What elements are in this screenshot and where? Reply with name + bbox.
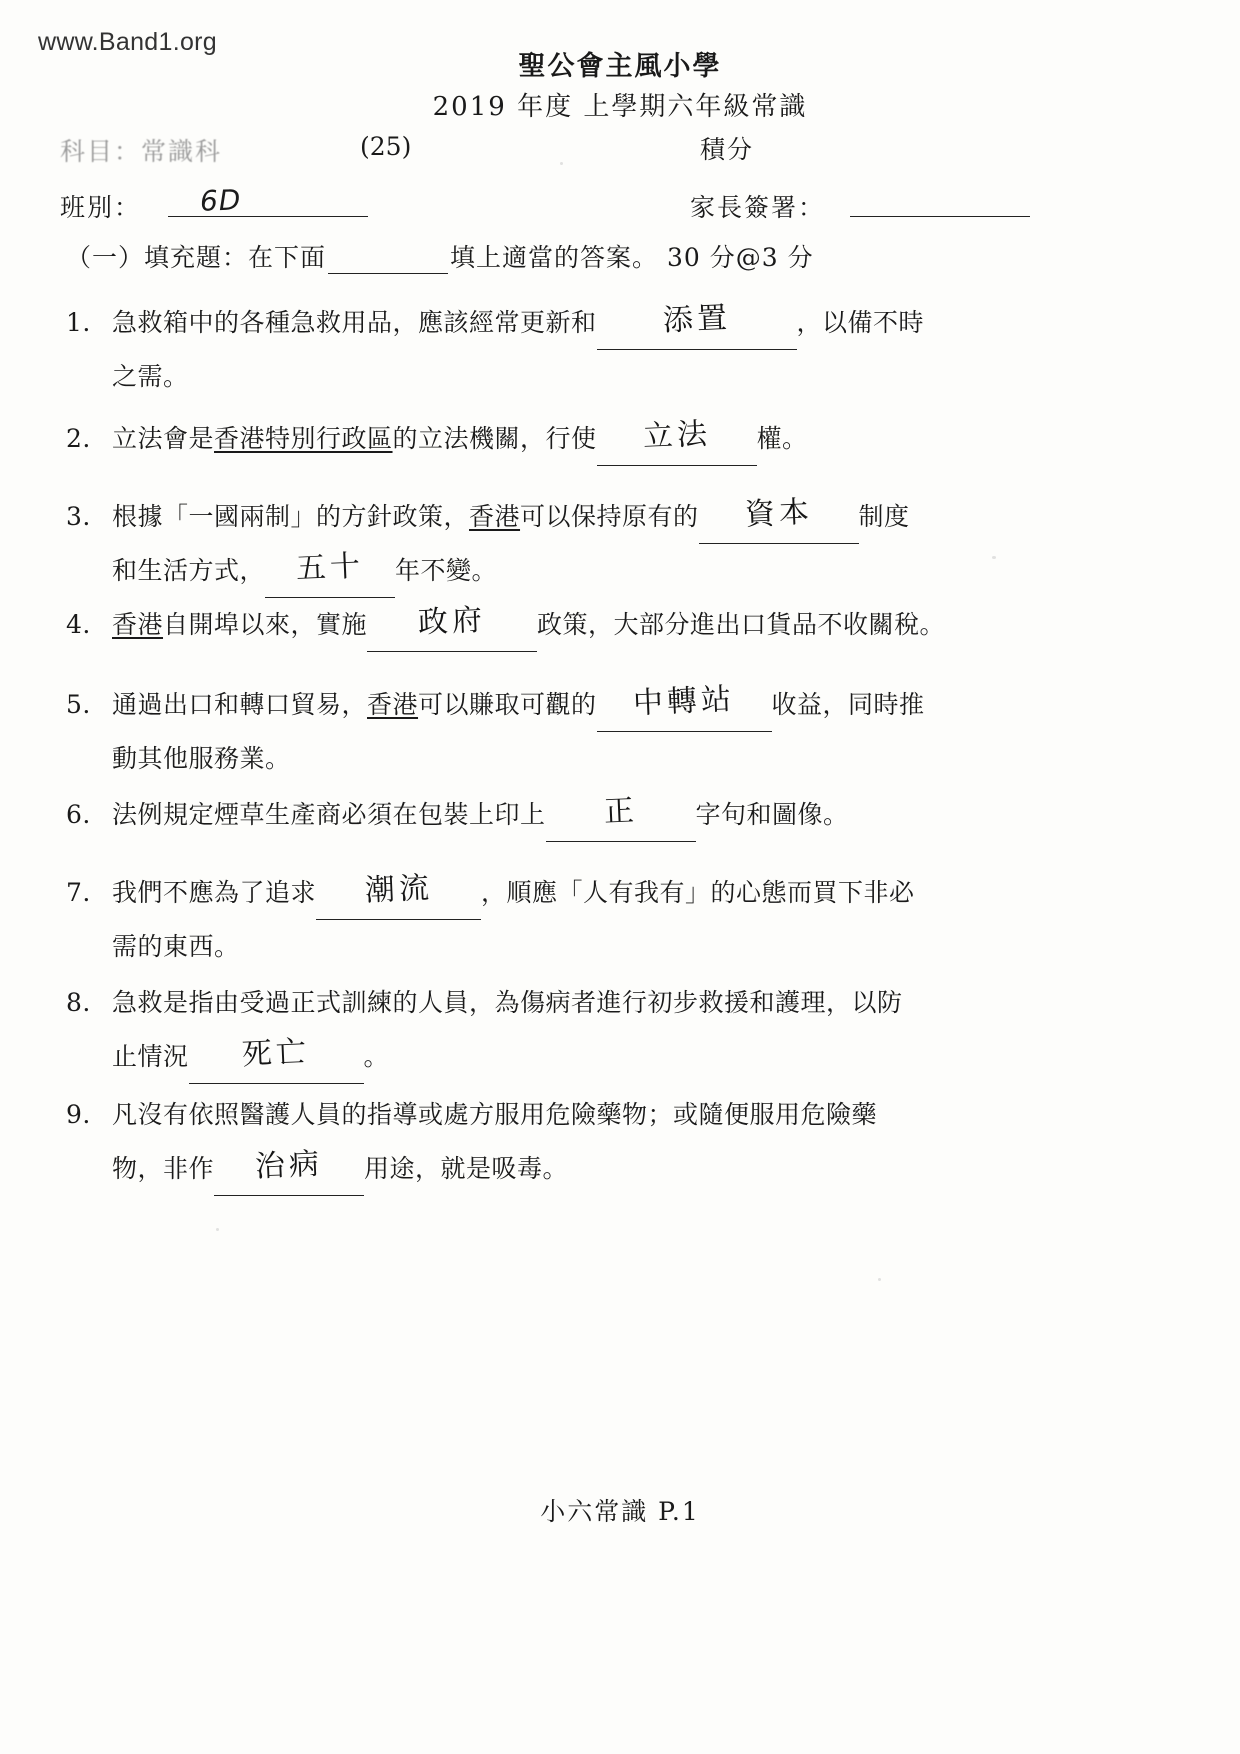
question-5-text-post: 收益，同時推 xyxy=(771,690,925,719)
question-5-line2: 動其他服務業。 xyxy=(112,744,291,773)
question-6-body xyxy=(112,793,849,830)
question-3-blank-1[interactable] xyxy=(699,494,859,544)
site-watermark: www.Band1.org xyxy=(38,28,217,56)
question-2-text-post: 權。 xyxy=(756,424,808,453)
question-8-number: 8. xyxy=(66,988,91,1017)
question-9-line2 xyxy=(112,1142,1176,1196)
question-5-number: 5. xyxy=(66,690,91,719)
question-1-blank[interactable] xyxy=(597,300,797,350)
page-footer: 小六常識 P.1 xyxy=(540,1497,700,1526)
question-7 xyxy=(66,866,1176,974)
question-7-blank[interactable] xyxy=(316,870,481,920)
question-3-line2-pre: 和生活方式， xyxy=(112,556,266,585)
section-a-heading xyxy=(66,238,814,274)
question-7-answer: 潮流 xyxy=(363,870,434,909)
score-label: 積分 xyxy=(700,135,755,164)
question-3-text-mid: 可以保持原有的 xyxy=(520,502,699,531)
question-3-answer-1: 資本 xyxy=(743,494,814,533)
question-1-text-post: ，以備不時 xyxy=(796,308,925,337)
question-2-number: 2. xyxy=(66,424,91,453)
question-9-answer: 治病 xyxy=(254,1146,324,1185)
class-value-handwriting: 6D xyxy=(199,183,242,218)
question-5-answer: 中轉站 xyxy=(632,681,736,722)
question-7-text-post: ，順應「人有我有」的心態而買下非必 xyxy=(481,878,915,907)
question-3-text-pre: 根據「一國兩制」的方針政策， xyxy=(112,502,470,531)
question-9-body: 凡沒有依照醫護人員的指導或處方服用危險藥物；或隨便服用危險藥 xyxy=(112,1100,878,1129)
question-9-number: 9. xyxy=(66,1100,91,1129)
question-6 xyxy=(66,788,1176,842)
question-6-text-pre: 法例規定煙草生產商必須在包裝上印上 xyxy=(112,800,546,829)
question-8-blank[interactable] xyxy=(189,1034,364,1084)
scan-speck xyxy=(216,1228,219,1231)
question-2 xyxy=(66,412,1176,466)
question-6-text-post: 字句和圖像。 xyxy=(695,800,849,829)
question-9-blank[interactable] xyxy=(214,1146,364,1196)
question-2-answer: 立法 xyxy=(641,416,712,455)
question-5-text-mid: 可以賺取可觀的 xyxy=(418,690,597,719)
question-7-text-pre: 我們不應為了追求 xyxy=(112,878,317,907)
section-a-inline-blank xyxy=(328,273,448,274)
question-5-body xyxy=(112,681,925,722)
question-3 xyxy=(66,490,1176,598)
question-3-answer-2: 五十 xyxy=(295,548,365,587)
question-7-number: 7. xyxy=(66,878,91,907)
scan-speck xyxy=(992,556,996,559)
scan-speck xyxy=(560,162,563,165)
question-3-body xyxy=(112,494,910,533)
question-2-text-mid: 的立法機關，行使 xyxy=(392,424,597,453)
question-8-line2-post: 。 xyxy=(363,1042,390,1071)
question-3-underlined-term: 香港 xyxy=(469,502,521,531)
question-4-answer: 政府 xyxy=(417,602,487,641)
question-8-body: 急救是指由受過正式訓練的人員，為傷病者進行初步救援和護理，以防 xyxy=(112,988,903,1017)
question-7-body xyxy=(112,870,915,909)
question-5-underlined-term: 香港 xyxy=(367,690,419,719)
parent-signature-label: 家長簽署： xyxy=(690,193,826,222)
exam-title: 2019 年度 上學期六年級常識 xyxy=(432,92,808,122)
section-a-prefix: （一）填充題：在下面 xyxy=(66,243,327,272)
question-4-body xyxy=(112,602,946,641)
question-3-blank-2[interactable] xyxy=(265,548,395,598)
question-3-line2 xyxy=(112,544,1176,598)
question-6-number: 6. xyxy=(66,800,91,829)
question-8-line2-pre: 止情況 xyxy=(112,1042,189,1071)
question-4-text-post: 政策，大部分進出口貨品不收關稅。 xyxy=(537,610,946,639)
question-2-text-pre: 立法會是 xyxy=(112,424,215,453)
question-2-blank[interactable] xyxy=(597,416,757,466)
parent-signature-rule xyxy=(850,216,1030,217)
question-4-text-mid: 自開埠以來，實施 xyxy=(163,610,368,639)
class-blank-rule xyxy=(168,216,368,217)
question-8 xyxy=(66,976,1176,1084)
question-9-line2-post: 用途，就是吸毒。 xyxy=(364,1154,569,1183)
question-3-number: 3. xyxy=(66,502,91,531)
question-9 xyxy=(66,1088,1176,1196)
question-5-blank[interactable] xyxy=(597,681,772,732)
question-3-text-post: 制度 xyxy=(858,502,910,531)
question-2-underlined-term: 香港特別行政區 xyxy=(214,424,393,453)
question-4 xyxy=(66,598,1176,652)
question-8-answer: 死亡 xyxy=(241,1034,311,1073)
question-3-line2-post: 年不變。 xyxy=(395,556,498,585)
scan-speck xyxy=(878,1278,881,1281)
question-1-text-pre: 急救箱中的各種急救用品，應該經常更新和 xyxy=(112,308,597,337)
class-label: 班別： xyxy=(60,193,142,222)
question-4-number: 4. xyxy=(66,610,91,639)
question-4-underlined-term: 香港 xyxy=(112,610,164,639)
question-1-line2: 之需。 xyxy=(112,362,189,391)
question-8-line2 xyxy=(112,1030,1176,1084)
question-6-blank[interactable] xyxy=(546,793,696,842)
question-1-body xyxy=(112,300,925,339)
question-4-blank[interactable] xyxy=(367,602,537,652)
meta-row-top xyxy=(60,130,1180,170)
question-1-answer: 添置 xyxy=(661,300,732,339)
question-1 xyxy=(66,296,1176,404)
school-name: 聖公會主風小學 xyxy=(518,51,722,82)
question-2-body xyxy=(112,416,808,455)
question-9-line2-pre: 物，非作 xyxy=(112,1154,215,1183)
subject-faded-text: 科目：常識科 xyxy=(60,137,223,166)
section-a-suffix: 填上適當的答案。 30 分@3 分 xyxy=(450,243,814,272)
question-5 xyxy=(66,678,1176,786)
question-7-line2: 需的東西。 xyxy=(112,932,240,961)
total-marks: (25) xyxy=(360,132,412,161)
question-6-answer: 正 xyxy=(602,793,639,830)
question-5-text-pre: 通過出口和轉口貿易， xyxy=(112,690,368,719)
question-1-number: 1. xyxy=(66,308,91,337)
